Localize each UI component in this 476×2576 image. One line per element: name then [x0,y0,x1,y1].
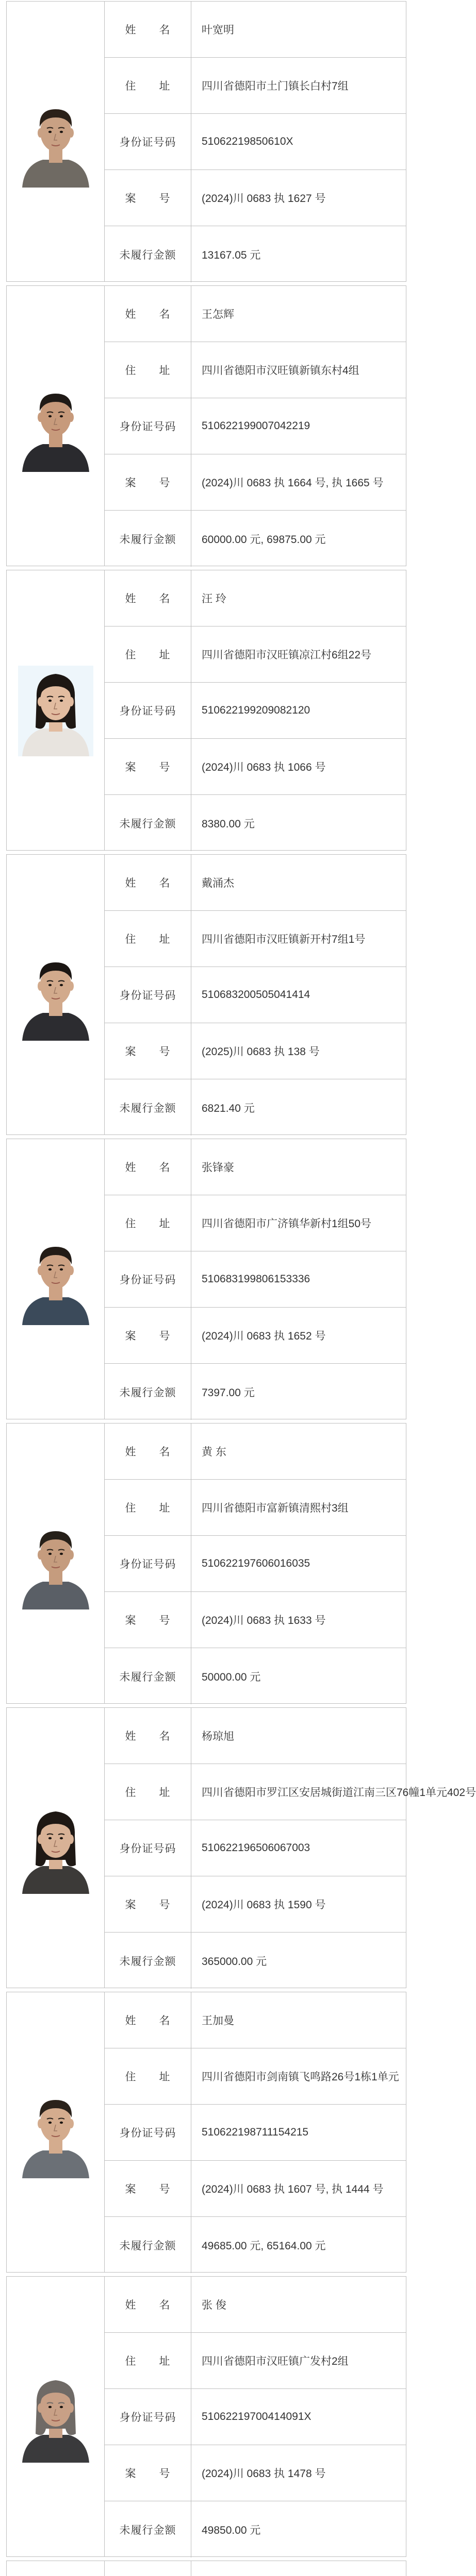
id-number-row [105,114,406,170]
address-row [105,2048,406,2105]
unpaid-amount-label: 未履行金额 [105,226,191,282]
case-number-row [105,1023,406,1079]
case-number-row [105,2161,406,2217]
address-row [105,342,406,398]
person-record-card [6,1992,406,2273]
address-value: 四川省德阳市广济镇华新村1组50号 [202,1218,372,1230]
id-number-row [105,967,406,1023]
photo-cell [7,2,105,281]
case-number-value: (2024)川 0683 执 1633 号 [202,1615,326,1626]
id-number-label: 身份证号码 [105,967,191,1023]
unpaid-amount-row [105,2217,406,2273]
unpaid-amount-label: 未履行金额 [105,2501,191,2557]
photo-cell [7,855,105,1134]
case-number-value: (2024)川 0683 执 1478 号 [202,2468,326,2480]
unpaid-amount-row [105,795,406,851]
case-number-row [105,1308,406,1364]
unpaid-amount-row [105,1933,406,1989]
case-number-value: (2024)川 0683 执 1607 号, 执 1444 号 [202,2183,384,2195]
address-label: 住 址 [105,1195,191,1251]
case-number-label: 案 号 [105,739,191,794]
address-label: 住 址 [105,58,191,113]
unpaid-amount-value: 13167.05 元 [202,249,261,261]
unpaid-amount-value: 365000.00 元 [202,1955,267,1968]
id-number-label: 身份证号码 [105,1251,191,1307]
name-row [105,2,406,58]
id-number-label: 身份证号码 [105,1820,191,1876]
case-number-value: (2024)川 0683 执 1066 号 [202,761,326,773]
name-row [105,1139,406,1195]
address-value: 四川省德阳市汉旺镇凉江村6组22号 [202,649,372,661]
unpaid-amount-label: 未履行金额 [105,1079,191,1136]
address-row [105,2333,406,2389]
address-value: 四川省德阳市汉旺镇新开村7组1号 [202,934,366,945]
name-value: 王怎辉 [202,309,234,320]
case-number-value: (2024)川 0683 执 1652 号 [202,1330,326,1342]
id-number-label: 身份证号码 [105,114,191,170]
name-row [105,855,406,911]
address-value: 四川省德阳市汉旺镇新镇东村4组 [202,365,359,377]
name-label: 姓 名 [105,1423,191,1479]
address-row [105,58,406,114]
case-number-label: 案 号 [105,454,191,510]
name-label [105,2561,191,2576]
portrait-photo [18,666,93,756]
id-number-label: 身份证号码 [105,2105,191,2160]
unpaid-amount-value: 6821.40 元 [202,1102,255,1114]
case-number-value: (2024)川 0683 执 1664 号, 执 1665 号 [202,477,384,489]
name-row [105,1708,406,1764]
photo-cell [7,286,105,566]
address-value: 四川省德阳市罗江区安居城街道江南三区76幢1单元402号 [202,1787,476,1799]
person-record-card [6,2276,406,2557]
photo-cell [7,1708,105,1988]
unpaid-amount-value: 49685.00 元, 65164.00 元 [202,2240,326,2252]
id-number-value: 51062219850610X [202,135,293,147]
unpaid-amount-row [105,1364,406,1420]
id-number-value: 510622199007042219 [202,420,310,432]
case-number-row [105,454,406,511]
case-number-label: 案 号 [105,2161,191,2216]
id-number-label: 身份证号码 [105,1536,191,1591]
person-record-card [6,570,406,851]
name-label: 姓 名 [105,2277,191,2332]
unpaid-amount-row [105,1648,406,1704]
id-number-label: 身份证号码 [105,683,191,738]
portrait-photo [18,950,93,1041]
id-number-row [105,2389,406,2445]
case-number-label: 案 号 [105,1023,191,1079]
name-label: 姓 名 [105,1139,191,1195]
name-value: 张 俊 [202,2299,226,2311]
case-number-row [105,170,406,226]
person-record-card [6,1423,406,1704]
unpaid-amount-value: 49850.00 元 [202,2524,261,2536]
case-number-label: 案 号 [105,2445,191,2501]
case-number-label: 案 号 [105,1592,191,1648]
photo-cell [7,1992,105,2272]
name-value: 汪 玲 [202,593,226,605]
portrait-photo [18,1519,93,1609]
case-number-row [105,1876,406,1933]
name-row [105,1423,406,1480]
id-number-label: 身份证号码 [105,2389,191,2445]
person-record-card [6,1139,406,1419]
name-label: 姓 名 [105,855,191,910]
id-number-row [105,1820,406,1876]
address-row [105,911,406,967]
id-number-value: 510622199209082120 [202,704,310,716]
unpaid-amount-label: 未履行金额 [105,511,191,567]
id-number-row [105,683,406,739]
id-number-value: 510622197606016035 [202,1557,310,1569]
case-number-row [105,739,406,795]
address-label: 住 址 [105,2048,191,2104]
unpaid-amount-row [105,2501,406,2557]
name-value: 戴涌杰 [202,877,234,889]
unpaid-amount-row [105,511,406,567]
name-row [105,2277,406,2333]
unpaid-amount-value: 7397.00 元 [202,1386,255,1399]
photo-cell [7,1423,105,1703]
name-row [105,1992,406,2048]
case-number-value: (2024)川 0683 执 1627 号 [202,193,326,205]
address-label: 住 址 [105,342,191,398]
photo-cell [7,2561,105,2576]
unpaid-amount-value: 8380.00 元 [202,818,255,830]
photo-cell [7,570,105,850]
id-number-label: 身份证号码 [105,398,191,454]
photo-cell [7,2277,105,2556]
id-number-row [105,1536,406,1592]
id-number-value: 51062219700414091X [202,2411,311,2422]
unpaid-amount-label: 未履行金额 [105,1648,191,1704]
address-value: 四川省德阳市剑南镇飞鸣路26号1栋1单元 [202,2071,399,2083]
name-value: 杨琼旭 [202,1731,234,1742]
address-value: 四川省德阳市土门镇长白村7组 [202,80,349,92]
photo-cell [7,1139,105,1419]
person-record-card [6,1,406,282]
id-number-row [105,2105,406,2161]
address-value: 四川省德阳市富新镇清熙村3组 [202,1502,349,1514]
name-label: 姓 名 [105,570,191,626]
name-value: 王加曼 [202,2015,234,2027]
address-value: 四川省德阳市汉旺镇广发村2组 [202,2355,349,2367]
address-row [105,626,406,683]
portrait-photo [18,381,93,472]
address-row [105,1480,406,1536]
unpaid-amount-value: 60000.00 元, 69875.00 元 [202,533,326,546]
name-value: 叶宽明 [202,24,234,36]
address-row [105,1764,476,1820]
portrait-photo [18,1803,93,1894]
name-value: 张锋豪 [202,1162,234,1174]
address-label: 住 址 [105,626,191,682]
id-number-row [105,1251,406,1308]
address-row [105,1195,406,1251]
unpaid-amount-label: 未履行金额 [105,1933,191,1989]
unpaid-amount-value: 50000.00 元 [202,1671,261,1683]
address-label: 住 址 [105,1764,191,1820]
name-row [105,2561,406,2576]
case-number-value: (2025)川 0683 执 138 号 [202,1046,320,1058]
name-label: 姓 名 [105,1708,191,1764]
name-row [105,286,406,342]
case-number-row [105,1592,406,1648]
case-number-label: 案 号 [105,170,191,226]
portrait-photo [18,1234,93,1325]
id-number-value: 510622198711154215 [202,2126,309,2138]
portrait-photo [18,2372,93,2463]
name-row [105,570,406,626]
person-record-card [6,1707,476,1988]
address-label: 住 址 [105,2333,191,2388]
person-record-card [6,2561,406,2576]
unpaid-amount-label: 未履行金额 [105,1364,191,1420]
portrait-photo [18,97,93,188]
id-number-row [105,398,406,454]
unpaid-amount-row [105,226,406,282]
id-number-value: 510683200505041414 [202,989,310,1001]
address-label: 住 址 [105,1480,191,1535]
unpaid-amount-label: 未履行金额 [105,795,191,851]
case-number-label: 案 号 [105,1876,191,1932]
case-number-value: (2024)川 0683 执 1590 号 [202,1899,326,1911]
address-label: 住 址 [105,911,191,967]
person-record-card [6,854,406,1135]
person-record-card [6,285,406,566]
name-value [191,2561,406,2576]
case-number-row [105,2445,406,2501]
id-number-value: 510683199806153336 [202,1273,310,1285]
name-value: 黄 东 [202,1446,226,1458]
name-label: 姓 名 [105,1992,191,2048]
unpaid-amount-label: 未履行金额 [105,2217,191,2273]
id-number-value: 510622196506067003 [202,1842,310,1854]
name-label: 姓 名 [105,286,191,342]
portrait-photo [18,2088,93,2178]
unpaid-amount-row [105,1079,406,1136]
name-label: 姓 名 [105,2,191,57]
case-number-label: 案 号 [105,1308,191,1363]
